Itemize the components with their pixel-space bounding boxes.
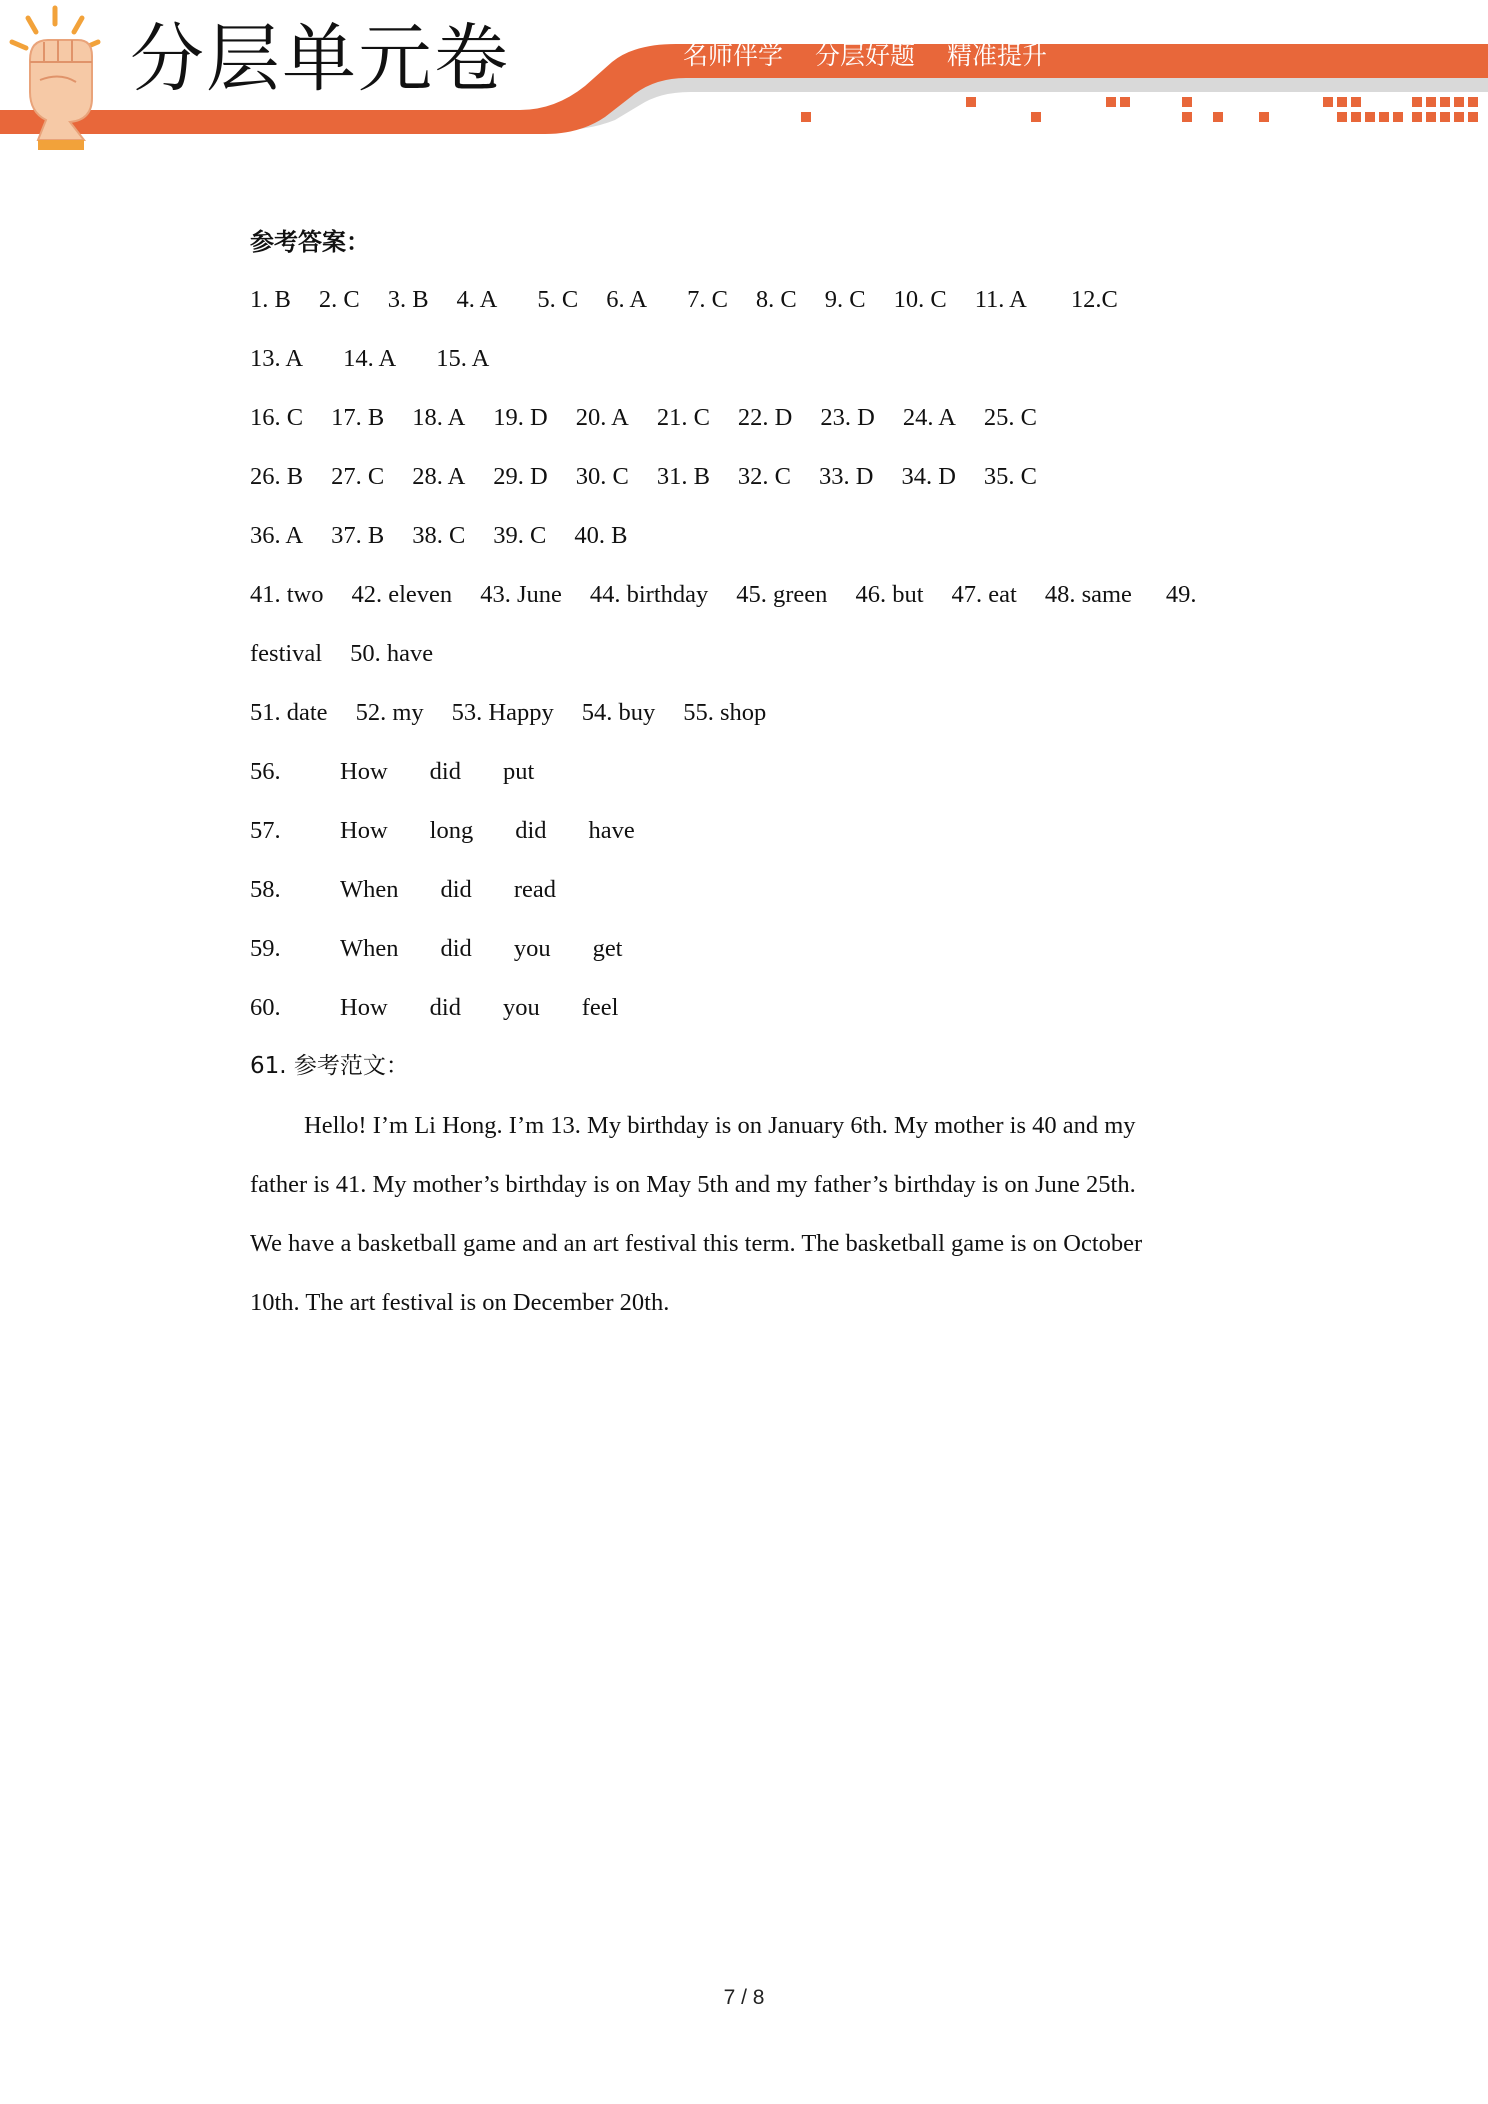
answer-item: 21. C bbox=[656, 404, 710, 431]
answer-item: 9. C bbox=[824, 286, 866, 313]
answer-item: 44. birthday bbox=[589, 581, 709, 608]
answer-item: 34. D bbox=[901, 463, 956, 490]
answer-item: 5. C bbox=[537, 286, 579, 313]
answer-item: 19. D bbox=[493, 404, 548, 431]
answer-56 bbox=[250, 760, 576, 785]
answer-item: 23. D bbox=[820, 404, 875, 431]
header-banner bbox=[0, 0, 1488, 150]
answer-item: 31. B bbox=[656, 463, 710, 490]
answer-word: you bbox=[502, 994, 540, 1021]
answer-item: 26. B bbox=[250, 463, 304, 490]
answer-item: 13. A bbox=[250, 345, 304, 372]
essay-line: 10th. The art festival is on December 20th. bbox=[250, 1289, 670, 1316]
answer-word: you bbox=[513, 935, 551, 962]
answer-item: 14. A bbox=[343, 345, 397, 372]
question-number: 59. bbox=[250, 935, 281, 962]
answer-item: 52. my bbox=[355, 699, 424, 726]
answer-item: 55. shop bbox=[683, 699, 767, 726]
essay-line: father is 41. My mother’s birthday is on May 5th and my father’s birthday is on June 25th. bbox=[250, 1171, 1136, 1198]
answer-item: 16. C bbox=[250, 404, 304, 431]
answer-item: 32. C bbox=[737, 463, 792, 490]
answer-item: 42. eleven bbox=[351, 581, 453, 608]
answer-row-1 bbox=[250, 288, 1146, 313]
answer-word: read bbox=[513, 876, 556, 903]
answer-item: 49. bbox=[1165, 581, 1197, 608]
answer-item: festival bbox=[250, 640, 323, 667]
answer-word: did bbox=[440, 876, 472, 903]
answer-item: 45. green bbox=[736, 581, 828, 608]
answer-item: 38. C bbox=[412, 522, 466, 549]
answer-word: How bbox=[340, 758, 388, 785]
answer-word: put bbox=[502, 758, 535, 785]
answer-item: 3. B bbox=[387, 286, 429, 313]
answer-59 bbox=[250, 937, 665, 962]
slogan-item: 分层好题 bbox=[814, 41, 915, 70]
answer-word: How bbox=[340, 817, 388, 844]
answer-item: 36. A bbox=[250, 522, 304, 549]
answer-item: 8. C bbox=[755, 286, 797, 313]
answer-item: 22. D bbox=[737, 404, 793, 431]
answer-60 bbox=[250, 996, 660, 1021]
answer-word: did bbox=[429, 758, 461, 785]
answer-item: 15. A bbox=[436, 345, 490, 372]
answer-word: long bbox=[429, 817, 474, 844]
answer-row-7 bbox=[250, 642, 461, 667]
answer-item: 2. C bbox=[318, 286, 360, 313]
brand-title: 分层单元卷 bbox=[130, 16, 510, 102]
question-number: 56. bbox=[250, 758, 281, 785]
answer-item: 39. C bbox=[493, 522, 547, 549]
answer-word: When bbox=[340, 876, 399, 903]
answer-58 bbox=[250, 878, 598, 903]
answer-word: How bbox=[340, 994, 388, 1021]
answer-item: 33. D bbox=[819, 463, 874, 490]
answer-item: 54. buy bbox=[581, 699, 656, 726]
answer-item: 6. A bbox=[606, 286, 648, 313]
answer-row-2 bbox=[250, 347, 517, 372]
question-number: 58. bbox=[250, 876, 281, 903]
answer-item: 47. eat bbox=[951, 581, 1017, 608]
answer-item: 18. A bbox=[412, 404, 466, 431]
slogan-item: 名师伴学 bbox=[683, 41, 784, 70]
answer-item: 4. A bbox=[456, 286, 498, 313]
question-number: 57. bbox=[250, 817, 281, 844]
answer-item: 7. C bbox=[687, 286, 728, 313]
answer-item: 17. B bbox=[331, 404, 385, 431]
answer-row-3 bbox=[250, 406, 1065, 431]
answer-item: 30. C bbox=[575, 463, 629, 490]
answer-row-6 bbox=[250, 583, 1197, 608]
answer-item: 20. A bbox=[575, 404, 629, 431]
essay-line: Hello! I’m Li Hong. I’m 13. My birthday is on January 6th. My mother is 40 and my bbox=[304, 1112, 1136, 1139]
answer-item: 40. B bbox=[574, 522, 628, 549]
answer-word: did bbox=[440, 935, 472, 962]
answer-item: 37. B bbox=[331, 522, 385, 549]
slogan bbox=[683, 43, 1071, 68]
question-number: 60. bbox=[250, 994, 281, 1021]
answer-item: 28. A bbox=[412, 463, 466, 490]
slogan-item: 精准提升 bbox=[946, 41, 1047, 70]
answer-item: 25. C bbox=[983, 404, 1038, 431]
essay-line: We have a basketball game and an art festival this term. The basketball game is on October bbox=[250, 1230, 1143, 1257]
answer-61-label: 61. 参考范文： bbox=[250, 1053, 409, 1079]
answer-item: 50. have bbox=[350, 640, 434, 667]
answer-item: 46. but bbox=[855, 581, 924, 608]
answer-item: 43. June bbox=[480, 581, 562, 608]
answer-item: 24. A bbox=[902, 404, 956, 431]
page-number: 7 / 8 bbox=[723, 1986, 765, 2009]
answer-word: did bbox=[515, 817, 547, 844]
answer-item: 1. B bbox=[250, 286, 291, 313]
answer-word: get bbox=[592, 935, 623, 962]
answer-row-5 bbox=[250, 524, 655, 549]
answer-item: 53. Happy bbox=[451, 699, 554, 726]
answer-item: 51. date bbox=[250, 699, 328, 726]
answer-row-8 bbox=[250, 701, 794, 726]
answers-heading: 参考答案： bbox=[250, 228, 370, 256]
answer-item: 35. C bbox=[983, 463, 1038, 490]
decor-squares bbox=[801, 97, 1478, 122]
answer-item: 48. same bbox=[1044, 581, 1132, 608]
answer-word: When bbox=[340, 935, 399, 962]
answer-item: 41. two bbox=[250, 581, 324, 608]
answer-word: feel bbox=[581, 994, 619, 1021]
answer-item: 29. D bbox=[493, 463, 548, 490]
answer-57 bbox=[250, 819, 677, 844]
answer-item: 27. C bbox=[331, 463, 385, 490]
answer-item: 12.C bbox=[1070, 286, 1118, 313]
answer-item: 11. A bbox=[974, 286, 1027, 313]
answer-word: did bbox=[429, 994, 461, 1021]
answer-word: have bbox=[588, 817, 635, 844]
answer-item: 10. C bbox=[893, 286, 947, 313]
answer-row-4 bbox=[250, 465, 1065, 490]
